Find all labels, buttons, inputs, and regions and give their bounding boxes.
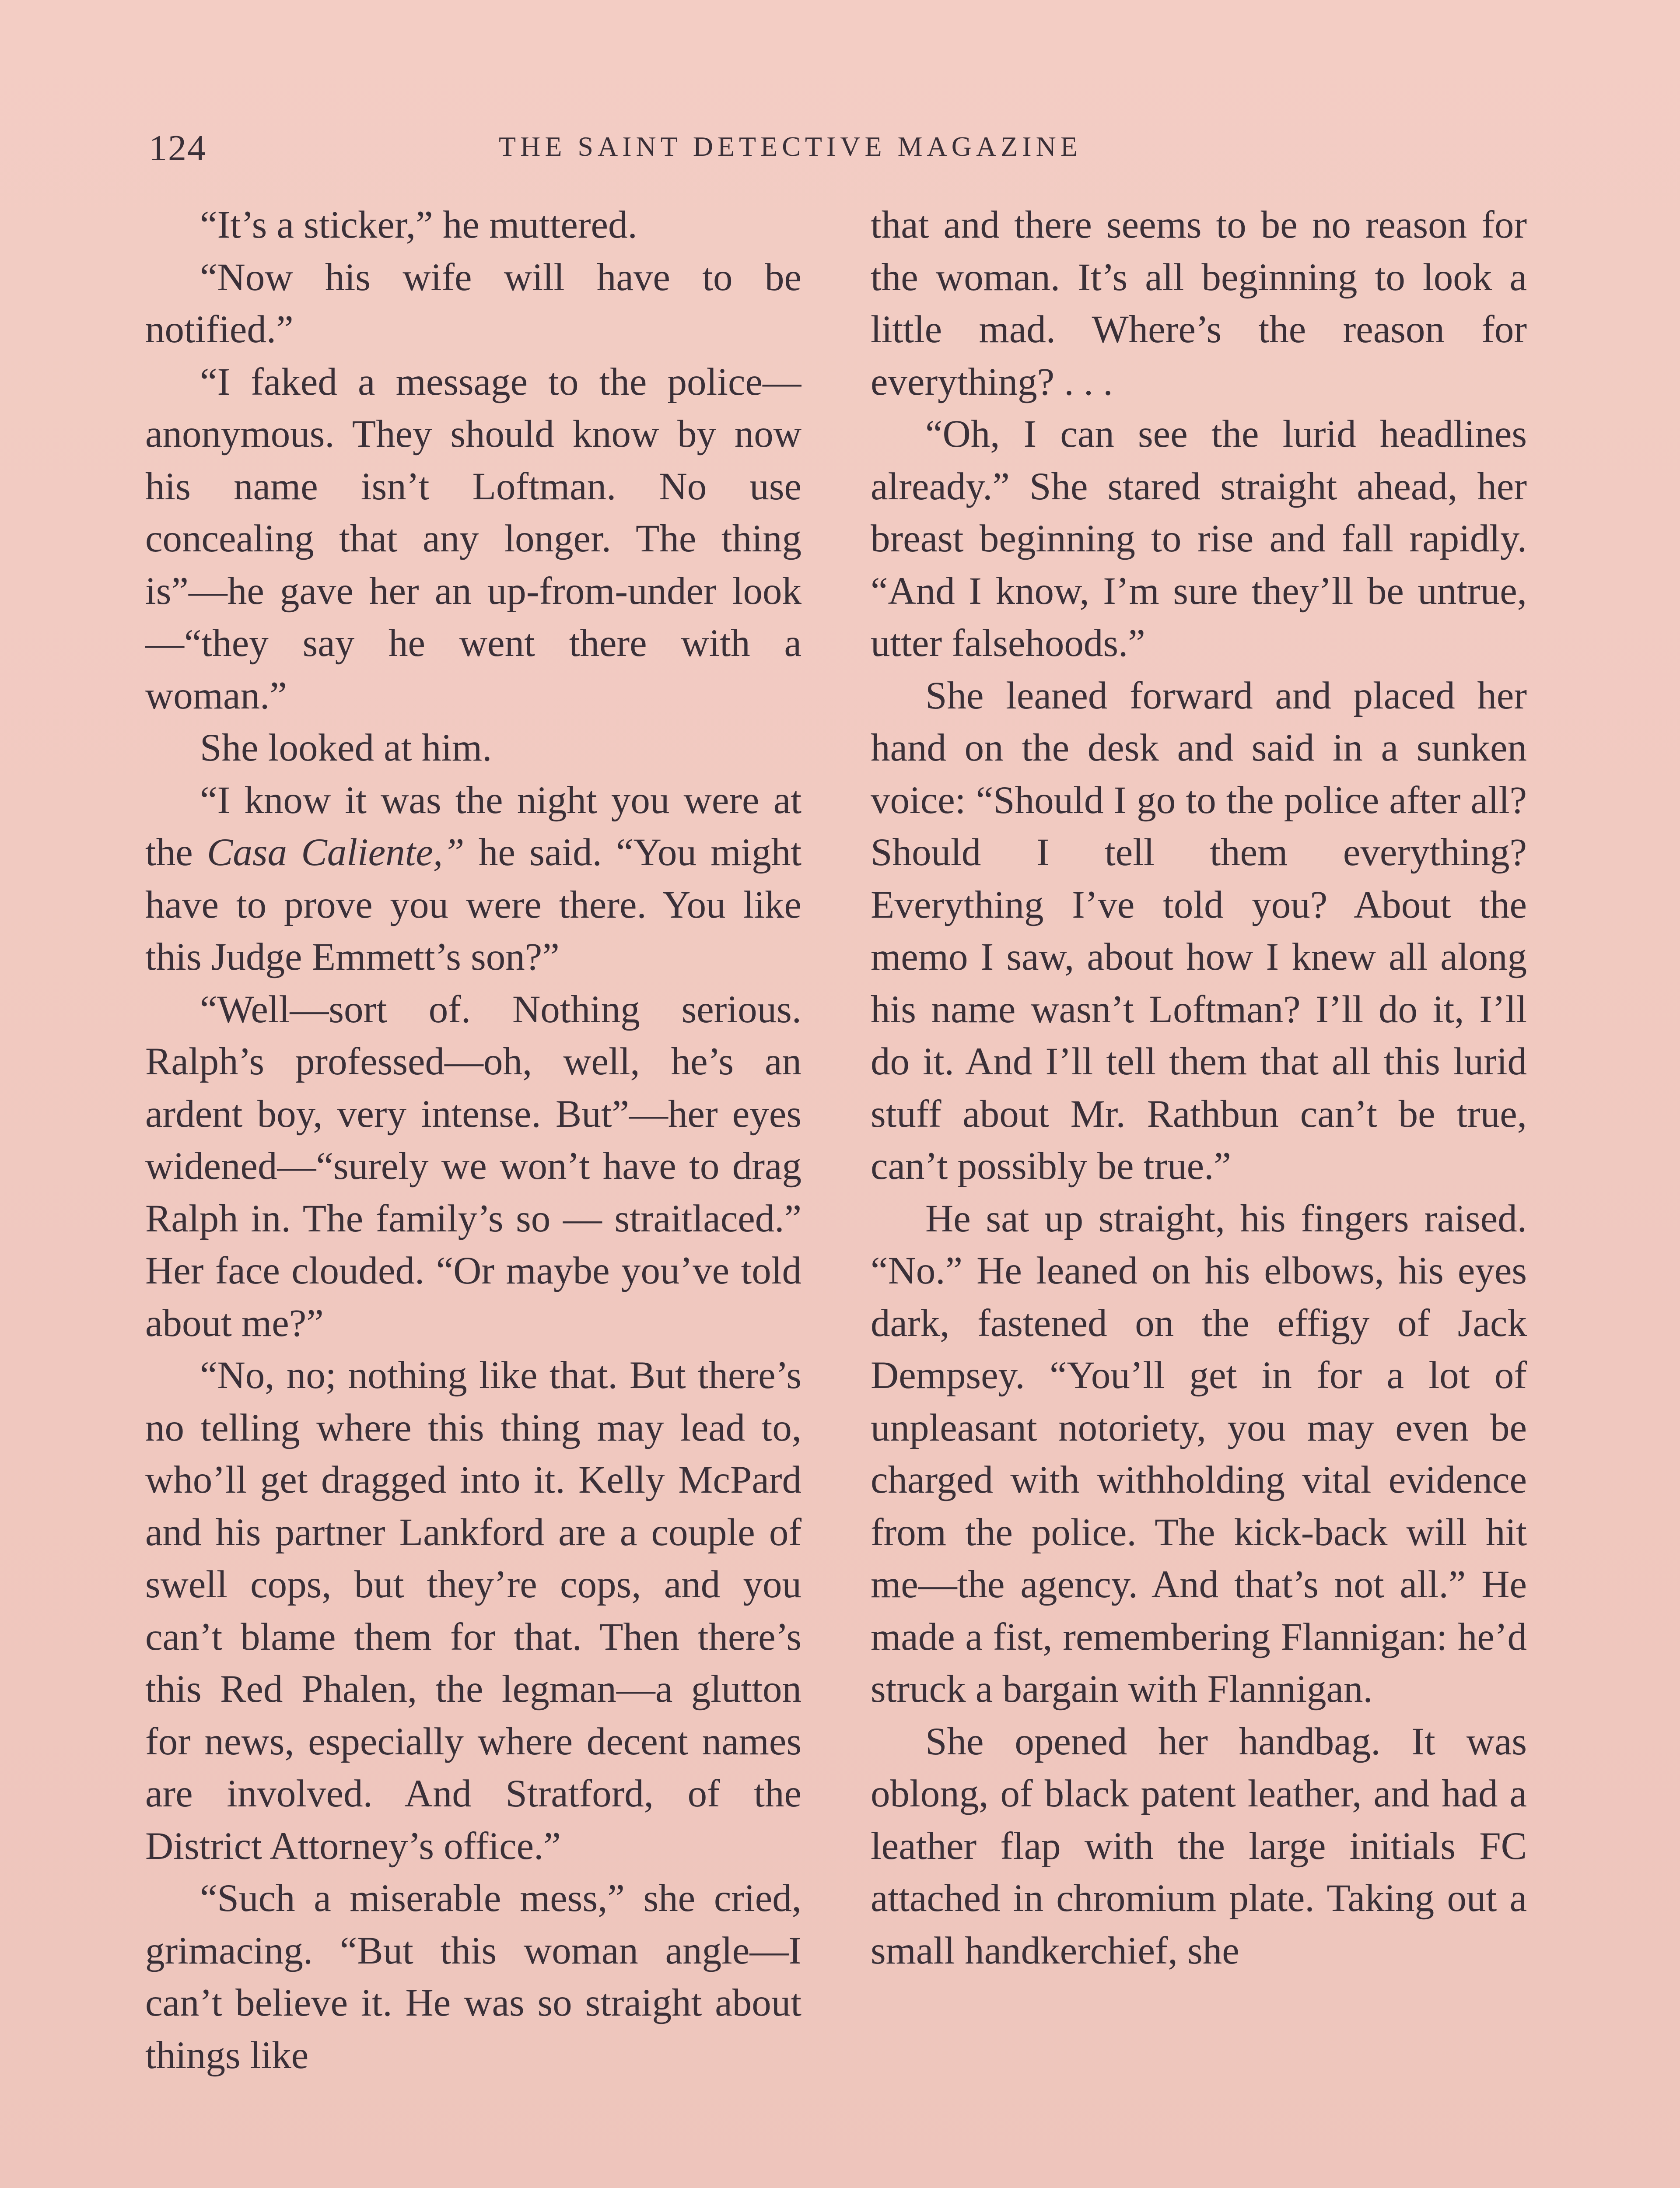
paragraph: [145, 775, 802, 984]
paragraph: “It’s a sticker,” he muttered.: [200, 203, 637, 246]
paragraph: He sat up straight, his fingers raised. “No.” He leaned on his elbows, his eyes dark, fastened on the effigy of Jack Dempsey. “You’ll get in for a lot of unpleasant notoriety, you may even be charged with withholding vital evidence from the police. The kick-back will hit me—the agency. And that’s not all.” He made a fist, remembering Flannigan: he’d struck a bargain with Flannigan.: [871, 1197, 1527, 1711]
paragraph: “No, no; nothing like that. But there’s no telling where this thing may lead to, who’ll get dragged into it. Kelly McPard and his partner Lankford are a couple of swell cops, but they’re cops, and you can’t blame them for that. Then there’s this Red Phalen, the legman—a glutton for news, especially where decent names are involved. And Stratford, of the District Attorney’s office.”: [145, 1354, 802, 1868]
paragraph: “I faked a message to the police—anonymous. They should know by now his name isn’t Loftman. No use concealing that any longer. The thing is”—he gave her an up-from-under look —“they say he went there with a woman.”: [145, 360, 802, 717]
page-number: 124: [149, 128, 206, 168]
paragraph: She opened her handbag. It was oblong, of black patent leather, and had a leather flap with the large initials FC attached in chromium plate. Taking out a small handkerchief, she: [871, 1720, 1527, 1972]
italic-place-name: Casa Caliente,”: [207, 831, 465, 874]
running-title: THE SAINT DETECTIVE MAGAZINE: [499, 131, 1082, 162]
paragraph: “Well—sort of. Nothing serious. Ralph’s professed—oh, well, he’s an ardent boy, very intense. But”—her eyes widened—“surely we won’t have to drag Ralph in. The family’s so — straitlaced.” Her face clouded. “Or maybe you’ve told about me?”: [145, 988, 802, 1345]
left-column: [145, 199, 802, 2188]
text-run: “I know it was the night you were at the: [145, 778, 802, 874]
text-run: he said. “You might have to prove you were there. You like this Judge Emmett’s son?”: [145, 831, 802, 978]
right-column: [871, 199, 1527, 2188]
paragraph: “Such a miserable mess,” she cried, grimacing. “But this woman angle—I can’t believe it. He was so straight about things like: [145, 1877, 802, 2077]
paragraph: She looked at him.: [200, 726, 492, 769]
paragraph: “Now his wife will have to be notified.”: [145, 256, 802, 351]
paragraph: “Oh, I can see the lurid headlines already.” She stared straight ahead, her breast beginning to rise and fall rapidly. “And I know, I’m sure they’ll be untrue, utter falsehoods.”: [871, 413, 1527, 665]
paragraph-continued: that and there seems to be no reason for the woman. It’s all beginning to look a little mad. Where’s the reason for everything? . . .: [871, 203, 1527, 403]
page-header: [149, 127, 1558, 179]
paragraph: She leaned forward and placed her hand on the desk and said in a sunken voice: “Should I go to the police after all? Should I tell them everything? Everything I’ve told you? About the memo I saw, about how I knew all along his name wasn’t Loftman? I’ll do it, I’ll do it. And I’ll tell them that all this lurid stuff about Mr. Rathbun can’t be true, can’t possibly be true.”: [871, 674, 1527, 1188]
